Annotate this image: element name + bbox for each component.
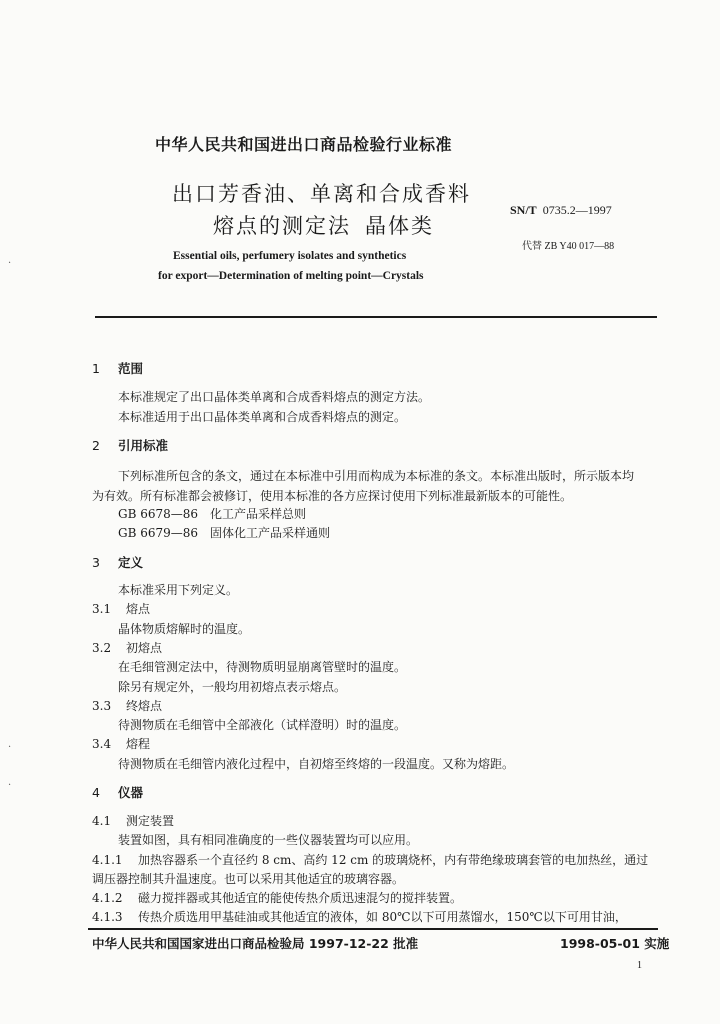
clause-number: 4.1 xyxy=(92,814,112,828)
clause-title: 初熔点 xyxy=(126,641,163,655)
issuing-authority: 中华人民共和国进出口商品检验行业标准 xyxy=(155,135,453,154)
section-title: 定义 xyxy=(118,555,144,570)
paragraph: 调压器控制其升温速度。也可以采用其他适宜的玻璃容器。 xyxy=(92,872,405,886)
clause-text: 传热介质选用甲基硅油或其他适宜的液体，如 80℃以下可用蒸馏水，150℃以下可用甘油， xyxy=(138,910,627,924)
clause-title: 测定装置 xyxy=(126,814,175,828)
paragraph: 在毛细管测定法中，待测物质明显崩离管壁时的温度。 xyxy=(118,660,407,674)
clause-title: 熔程 xyxy=(126,737,151,751)
section-number: 4 xyxy=(92,785,100,800)
paragraph: 晶体物质熔解时的温度。 xyxy=(118,622,251,636)
clause-heading xyxy=(92,812,174,829)
clause-number: 3.4 xyxy=(92,737,112,751)
paragraph: 本标准规定了出口晶体类单离和合成香料熔点的测定方法。 xyxy=(118,390,431,404)
reference-item: GB 6678—86 化工产品采样总则 xyxy=(118,507,307,521)
title-line2-text: 熔点的测定法 xyxy=(213,214,351,238)
paragraph: 本标准采用下列定义。 xyxy=(118,583,239,597)
definition-heading xyxy=(92,600,150,617)
standard-code xyxy=(510,203,612,218)
scan-speck: · xyxy=(8,780,12,791)
clause-4-1-2 xyxy=(92,889,462,906)
clause-text: 加热容器系一个直径约 8 cm、高约 12 cm 的玻璃烧杯，内有带绝缘玻璃套管的电加热丝，通过 xyxy=(138,853,649,867)
section-number: 3 xyxy=(92,555,100,570)
title-chinese-line1: 出口芳香油、单离和合成香料 xyxy=(172,182,471,206)
section-1-heading xyxy=(92,359,143,377)
clause-number: 3.1 xyxy=(92,602,112,616)
scan-speck: · xyxy=(8,258,12,269)
scan-speck: · xyxy=(8,742,12,753)
section-title: 仪器 xyxy=(118,785,144,800)
definition-heading xyxy=(92,697,162,714)
page-number: 1 xyxy=(637,960,642,971)
section-2-heading xyxy=(92,436,168,454)
section-number: 1 xyxy=(92,361,100,376)
title-category: 晶体类 xyxy=(365,214,434,238)
replaces-note: 代替 ZB Y40 017—88 xyxy=(522,241,615,252)
paragraph: 除另有规定外，一般均用初熔点表示熔点。 xyxy=(118,680,347,694)
approval-line: 中华人民共和国国家进出口商品检验局 1997-12-22 批准 xyxy=(92,936,419,951)
definition-heading xyxy=(92,639,162,656)
title-chinese-line2 xyxy=(213,210,434,240)
clause-number: 3.3 xyxy=(92,699,112,713)
clause-title: 熔点 xyxy=(126,602,151,616)
section-title: 引用标准 xyxy=(118,438,169,453)
section-3-heading xyxy=(92,553,143,571)
paragraph: 装置如图，具有相同准确度的一些仪器装置均可以应用。 xyxy=(118,833,419,847)
clause-title: 终熔点 xyxy=(126,699,163,713)
clause-number: 4.1.2 xyxy=(92,891,123,905)
footer-divider xyxy=(88,928,658,930)
implementation-date: 1998-05-01 实施 xyxy=(560,936,670,951)
clause-4-1-3 xyxy=(92,908,627,925)
paragraph: 待测物质在毛细管内液化过程中，自初熔至终熔的一段温度。又称为熔距。 xyxy=(118,757,515,771)
paragraph: 待测物质在毛细管中全部液化（试样澄明）时的温度。 xyxy=(118,718,407,732)
definition-heading xyxy=(92,735,150,752)
clause-number: 4.1.1 xyxy=(92,853,123,867)
paragraph: 为有效。所有标准都会被修订，使用本标准的各方应探讨使用下列标准最新版本的可能性。 xyxy=(92,489,573,503)
standard-code-prefix: SN/T xyxy=(510,203,537,217)
section-title: 范围 xyxy=(118,361,144,376)
title-english-line1: Essential oils, perfumery isolates and synthetics xyxy=(173,250,407,262)
clause-4-1-1 xyxy=(92,851,648,868)
title-english-line2: for export—Determination of melting point—Crystals xyxy=(158,270,424,282)
standard-number: 0735.2—1997 xyxy=(542,203,612,217)
clause-number: 3.2 xyxy=(92,641,112,655)
reference-item: GB 6679—86 固体化工产品采样通则 xyxy=(118,526,331,540)
section-number: 2 xyxy=(92,438,100,453)
header-divider xyxy=(95,316,657,318)
clause-text: 磁力搅拌器或其他适宜的能使传热介质迅速混匀的搅拌装置。 xyxy=(138,891,463,905)
section-4-heading xyxy=(92,783,143,801)
clause-number: 4.1.3 xyxy=(92,910,123,924)
paragraph: 下列标准所包含的条文，通过在本标准中引用而构成为本标准的条文。本标准出版时，所示版本均 xyxy=(118,469,635,483)
paragraph: 本标准适用于出口晶体类单离和合成香料熔点的测定。 xyxy=(118,410,407,424)
